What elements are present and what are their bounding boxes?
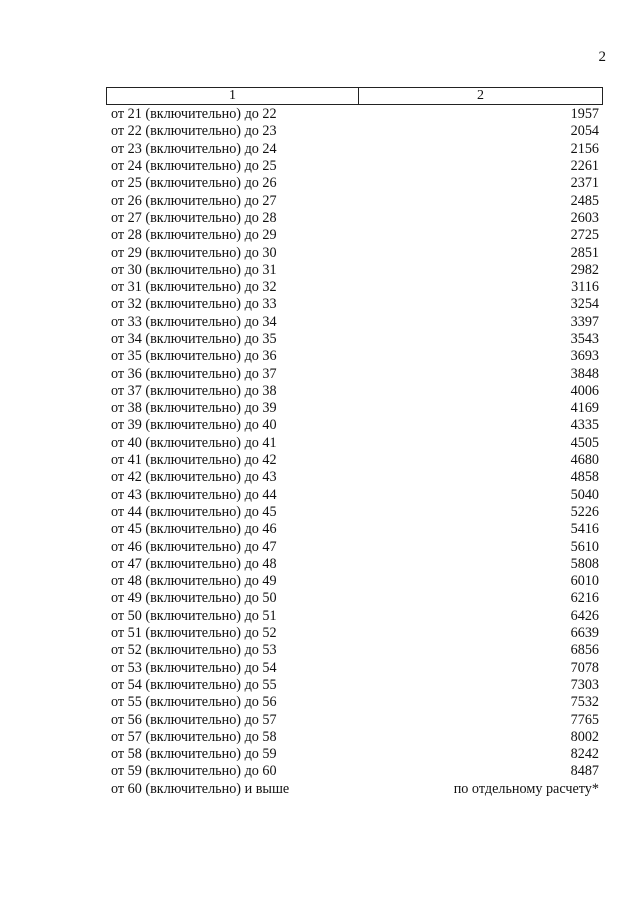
range-cell: от 42 (включительно) до 43: [111, 469, 277, 486]
range-cell: от 52 (включительно) до 53: [111, 642, 277, 659]
table-row: [106, 590, 603, 607]
range-cell: от 51 (включительно) до 52: [111, 625, 277, 642]
value-cell: 3543: [570, 331, 599, 347]
value-cell: 8487: [570, 763, 599, 780]
value-cell: 5808: [570, 555, 599, 572]
value-cell: 6010: [570, 573, 599, 590]
table-row: [106, 331, 603, 348]
value-cell: 7765: [570, 711, 599, 728]
table-row: [106, 694, 603, 711]
value-cell: 2603: [570, 209, 599, 226]
table-row: [106, 435, 603, 452]
value-cell: 2485: [570, 192, 599, 209]
range-cell: от 58 (включительно) до 59: [111, 746, 277, 763]
range-cell: от 32 (включительно) до 33: [111, 296, 277, 313]
table-row: [106, 175, 603, 192]
value-cell: 5416: [570, 521, 599, 538]
value-cell: 2156: [570, 140, 599, 157]
range-cell: от 48 (включительно) до 49: [111, 573, 277, 590]
range-cell: от 35 (включительно) до 36: [111, 348, 277, 365]
value-cell: 5610: [570, 538, 599, 555]
rates-table: [106, 87, 603, 798]
table-row: [106, 677, 603, 694]
table-row: [106, 469, 603, 486]
table-row: [106, 504, 603, 521]
table-row: [106, 348, 603, 365]
value-cell: 6216: [570, 590, 599, 607]
range-cell: от 43 (включительно) до 44: [111, 486, 277, 503]
value-cell: 8242: [570, 746, 599, 763]
table-row: [106, 192, 603, 209]
value-cell: 5040: [570, 486, 599, 503]
table-row: [106, 625, 603, 642]
value-cell: 2371: [570, 175, 599, 192]
table-row: [106, 746, 603, 763]
value-cell: 2851: [570, 244, 599, 261]
value-cell: 4006: [570, 382, 599, 399]
range-cell: от 38 (включительно) до 39: [111, 400, 277, 417]
range-cell: от 33 (включительно) до 34: [111, 313, 277, 330]
range-cell: от 45 (включительно) до 46: [111, 521, 277, 538]
range-cell: от 28 (включительно) до 29: [111, 227, 277, 244]
range-cell: от 54 (включительно) до 55: [111, 676, 277, 693]
range-cell: от 44 (включительно) до 45: [111, 503, 277, 520]
range-cell: от 23 (включительно) до 24: [111, 140, 277, 157]
table-row: [106, 227, 603, 244]
range-cell: от 50 (включительно) до 51: [111, 607, 277, 624]
table-row: [106, 538, 603, 555]
range-cell: от 29 (включительно) до 30: [111, 244, 277, 261]
range-cell: от 46 (включительно) до 47: [111, 538, 277, 555]
table-row: [106, 262, 603, 279]
range-cell: от 49 (включительно) до 50: [111, 590, 277, 607]
table-row: [106, 123, 603, 140]
range-cell: от 60 (включительно) и выше: [111, 780, 290, 797]
table-row: [106, 365, 603, 382]
range-cell: от 39 (включительно) до 40: [111, 417, 277, 434]
value-cell: 3693: [570, 348, 599, 365]
table-row: [106, 383, 603, 400]
value-cell: по отдельному расчету*: [453, 780, 599, 797]
range-cell: от 56 (включительно) до 57: [111, 711, 277, 728]
table-row: [106, 487, 603, 504]
value-cell: 6426: [570, 607, 599, 624]
table-row: [106, 141, 603, 158]
table-row: [106, 556, 603, 573]
range-cell: от 31 (включительно) до 32: [111, 279, 277, 296]
value-cell: 4169: [570, 400, 599, 417]
range-cell: от 37 (включительно) до 38: [111, 382, 277, 399]
range-cell: от 55 (включительно) до 56: [111, 694, 277, 711]
table-row: [106, 608, 603, 625]
table-row: [106, 296, 603, 313]
value-cell: 7078: [570, 659, 599, 676]
value-cell: 2261: [570, 158, 599, 175]
table-row: [106, 417, 603, 434]
table-row: [106, 106, 603, 123]
value-cell: 4505: [570, 434, 599, 451]
value-cell: 8002: [570, 728, 599, 745]
value-cell: 3397: [570, 313, 599, 330]
header-column-2: 2: [477, 88, 484, 103]
range-cell: от 27 (включительно) до 28: [111, 209, 277, 226]
range-cell: от 59 (включительно) до 60: [111, 763, 277, 780]
table-row: [106, 711, 603, 728]
value-cell: 4680: [570, 452, 599, 469]
value-cell: 6856: [570, 642, 599, 659]
range-cell: от 47 (включительно) до 48: [111, 555, 277, 572]
value-cell: 6639: [570, 625, 599, 642]
range-cell: от 53 (включительно) до 54: [111, 659, 277, 676]
value-cell: 7303: [570, 676, 599, 693]
value-cell: 5226: [570, 503, 599, 520]
value-cell: 3848: [570, 365, 599, 382]
value-cell: 2725: [570, 227, 599, 244]
table-row: [106, 763, 603, 780]
table-row: [106, 452, 603, 469]
table-header: [106, 87, 603, 105]
page-number: 2: [598, 49, 606, 65]
range-cell: от 30 (включительно) до 31: [111, 261, 277, 278]
table-row: [106, 279, 603, 296]
table-row: [106, 210, 603, 227]
value-cell: 1957: [570, 106, 599, 123]
value-cell: 4335: [570, 417, 599, 434]
table-row: [106, 314, 603, 331]
range-cell: от 41 (включительно) до 42: [111, 452, 277, 469]
value-cell: 4858: [570, 469, 599, 486]
range-cell: от 36 (включительно) до 37: [111, 365, 277, 382]
range-cell: от 24 (включительно) до 25: [111, 158, 277, 175]
table-row: [106, 244, 603, 261]
range-cell: от 25 (включительно) до 26: [111, 175, 277, 192]
table-row: [106, 400, 603, 417]
table-row: [106, 660, 603, 677]
range-cell: от 21 (включительно) до 22: [111, 106, 277, 123]
table-body: [106, 106, 603, 798]
table-row: [106, 158, 603, 175]
value-cell: 2982: [570, 261, 599, 278]
table-row: [106, 642, 603, 659]
header-column-1: 1: [107, 88, 359, 104]
table-row: [106, 729, 603, 746]
value-cell: 3254: [570, 296, 599, 313]
value-cell: 7532: [570, 694, 599, 711]
value-cell: 3116: [571, 279, 599, 296]
range-cell: от 57 (включительно) до 58: [111, 728, 277, 745]
value-cell: 2054: [570, 123, 599, 140]
table-row: [106, 781, 603, 798]
range-cell: от 26 (включительно) до 27: [111, 192, 277, 209]
range-cell: от 40 (включительно) до 41: [111, 434, 277, 451]
table-row: [106, 521, 603, 538]
range-cell: от 34 (включительно) до 35: [111, 331, 277, 347]
table-row: [106, 573, 603, 590]
range-cell: от 22 (включительно) до 23: [111, 123, 277, 140]
